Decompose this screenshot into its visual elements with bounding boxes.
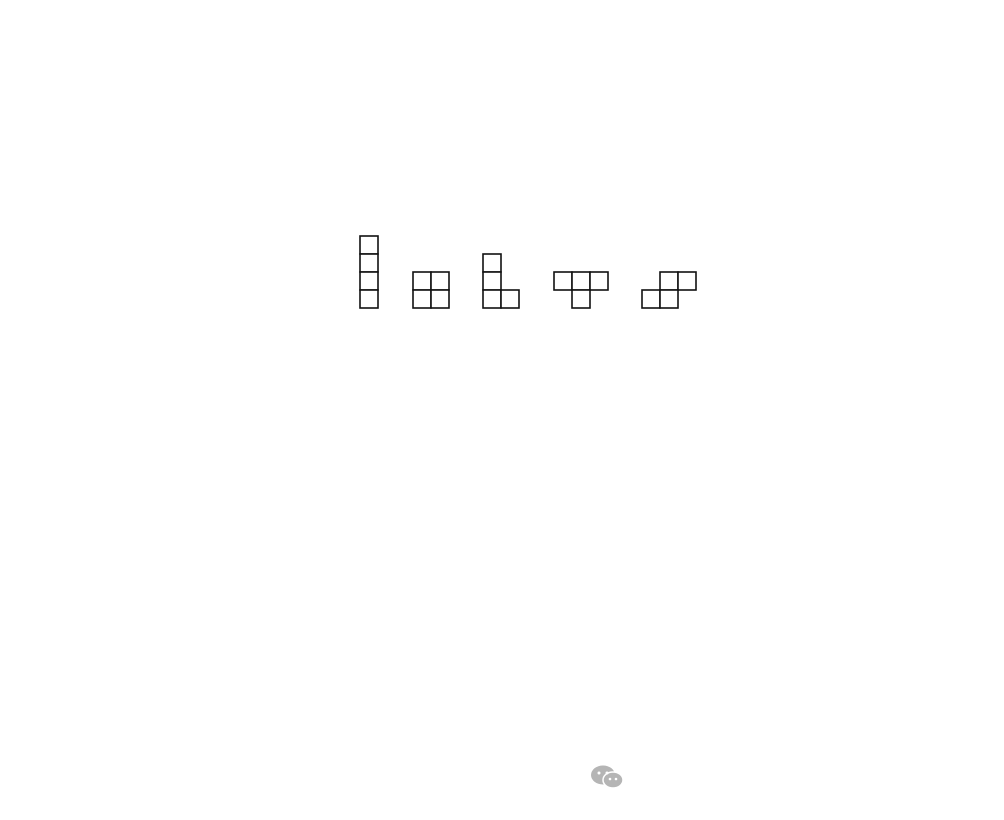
choice-d[interactable] <box>238 743 245 761</box>
choice-e[interactable] <box>267 743 274 761</box>
wechat-icon <box>590 764 624 790</box>
choice-a[interactable] <box>151 743 158 761</box>
question-12-choices <box>151 743 292 761</box>
watermark <box>590 762 632 790</box>
choice-b[interactable] <box>180 743 187 761</box>
choice-c[interactable] <box>209 743 216 761</box>
